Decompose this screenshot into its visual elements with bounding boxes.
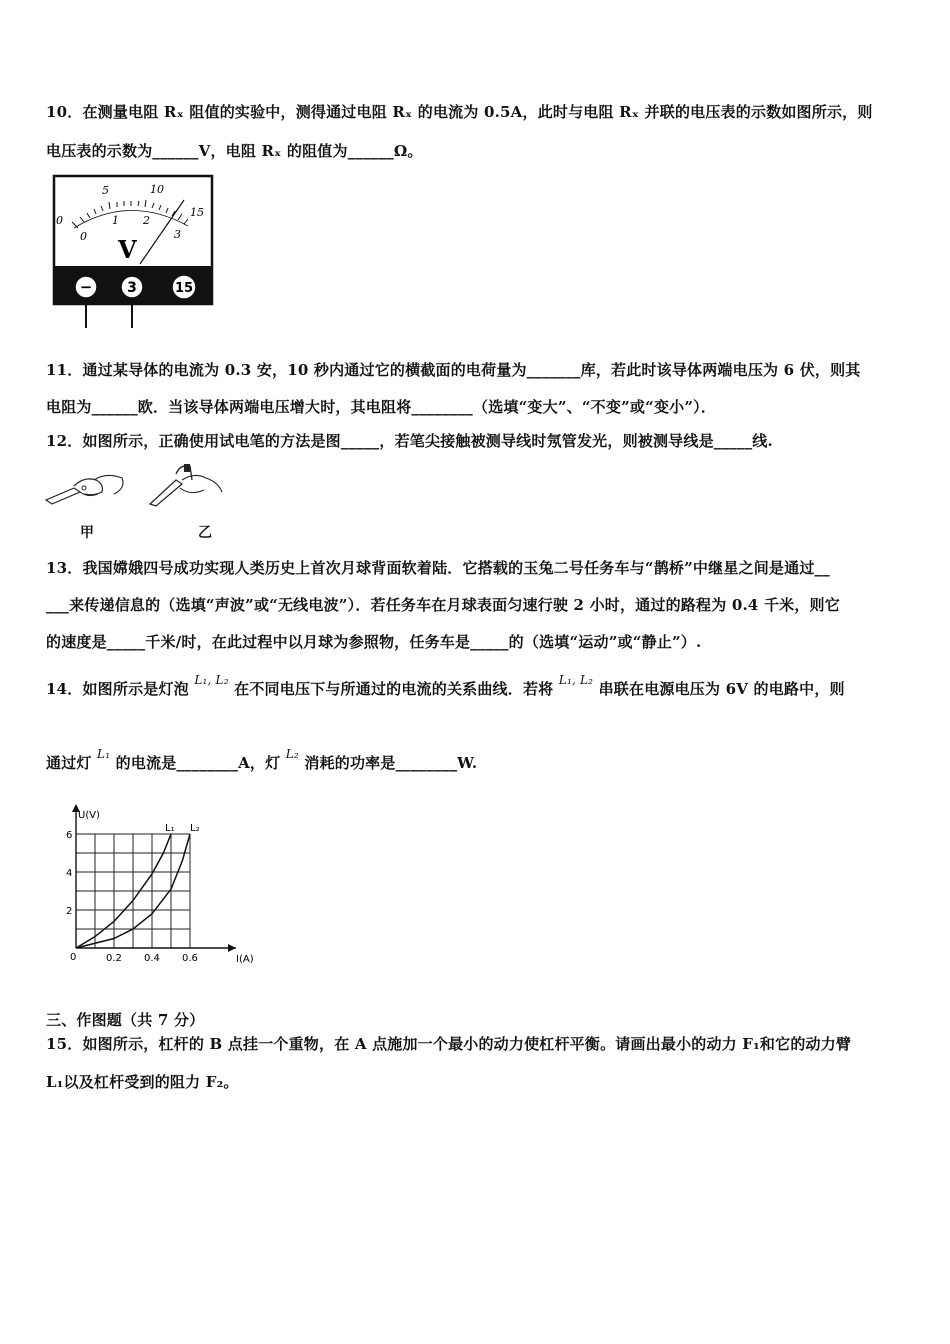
legend-label-2: L₂ xyxy=(190,823,200,834)
ui-chart xyxy=(58,800,264,968)
q15-line2: L₁以及杠杆受到的阻力 F₂。 xyxy=(46,1073,239,1091)
legend-label-1: L₁ xyxy=(165,823,175,834)
q10-line2: 电压表的示数为______V，电阻 Rₓ 的阻值为______Ω。 xyxy=(46,142,423,160)
test-pen-figure-jia xyxy=(44,466,128,508)
terminal-negative-label: − xyxy=(79,278,93,296)
q14-l1: L₁ xyxy=(97,747,111,761)
q11-line1: 11．通过某导体的电流为 0.3 安，10 秒内通过它的横截面的电荷量为_______库，若此时该导体两端电压为 6 伏，则其 xyxy=(46,361,861,379)
q11-line2: 电阻为______欧．当该导体两端电压增大时，其电阻将________（选填“变大”、“不变”或“变小”）． xyxy=(46,398,717,416)
meter-label-10: 10 xyxy=(150,183,164,196)
meter-label-1: 1 xyxy=(112,214,119,227)
terminal-3-label: 3 xyxy=(127,280,137,296)
q12-line1: 12．如图所示，正确使用试电笔的方法是图_____，若笔尖接触被测导线时氖管发光，则被测导线是_____线. xyxy=(46,432,773,450)
y-axis-label: U(V) xyxy=(78,810,100,821)
q13-line3: 的速度是_____千米/时，在此过程中以月球为参照物，任务车是_____的（选填“运动”或“静止”）. xyxy=(46,633,702,651)
q14-text-f: 消耗的功率是________W. xyxy=(304,754,478,772)
meter-unit: V xyxy=(118,235,137,264)
q14-l1l2-b: L₁, L₂ xyxy=(558,673,594,687)
y-tick-label: 6 xyxy=(66,830,73,841)
q13-line2: ___来传递信息的（选填“声波”或“无线电波”）．若任务车在月球表面匀速行驶 2 小时，通过的路程为 0.4 千米，则它 xyxy=(46,596,840,614)
meter-label-0: 0 xyxy=(80,230,87,243)
q14-line2 xyxy=(46,747,478,773)
q10-line1: 10．在测量电阻 Rₓ 阻值的实验中，测得通过电阻 Rₓ 的电流为 0.5A，此时与电阻 Rₓ 并联的电压表的示数如图所示，则 xyxy=(46,103,873,121)
y-tick-label: 2 xyxy=(66,906,73,917)
q14-text-b: 在不同电压下与所通过的电流的关系曲线．若将 xyxy=(234,680,554,698)
q14-text-c: 串联在电源电压为 6V 的电路中，则 xyxy=(598,680,845,698)
meter-zero-top: 0 xyxy=(56,214,63,227)
x-tick-label: 0.6 xyxy=(182,953,198,964)
meter-label-15: 15 xyxy=(190,206,204,219)
meter-label-2: 2 xyxy=(143,214,150,227)
x-tick-label: 0.2 xyxy=(106,953,122,964)
figure-label-yi: 乙 xyxy=(198,525,212,541)
y-tick-label: 4 xyxy=(66,868,73,879)
x-axis-arrow xyxy=(228,944,236,952)
q14-text-a: 14．如图所示是灯泡 xyxy=(46,680,189,698)
x-tick-label: 0.4 xyxy=(144,953,160,964)
terminal-15-label: 15 xyxy=(174,281,194,296)
section3-heading: 三、作图题（共 7 分） xyxy=(46,1011,205,1029)
q14-text-d: 通过灯 xyxy=(46,754,92,772)
origin-label: 0 xyxy=(70,952,77,963)
meter-label-3: 3 xyxy=(174,228,181,241)
q14-l2: L₂ xyxy=(285,747,299,761)
figure-label-jia: 甲 xyxy=(80,525,94,541)
q15-line1: 15．如图所示，杠杆的 B 点挂一个重物，在 A 点施加一个最小的动力使杠杆平衡。请画出最小的动力 F₁和它的动力臂 xyxy=(46,1035,852,1053)
q13-line1: 13．我国嫦娥四号成功实现人类历史上首次月球背面软着陆．它搭载的玉兔二号任务车与“鹊桥”中继星之间是通过__ xyxy=(46,559,830,577)
test-pen-figure-yi xyxy=(146,460,226,508)
q14-text-e: 的电流是________A，灯 xyxy=(115,754,281,772)
q14-line1 xyxy=(46,673,845,699)
voltmeter-figure xyxy=(50,172,218,330)
q14-l1l2-a: L₁, L₂ xyxy=(194,673,229,687)
meter-label-5: 5 xyxy=(102,184,109,197)
x-axis-label: I(A) xyxy=(236,954,254,965)
